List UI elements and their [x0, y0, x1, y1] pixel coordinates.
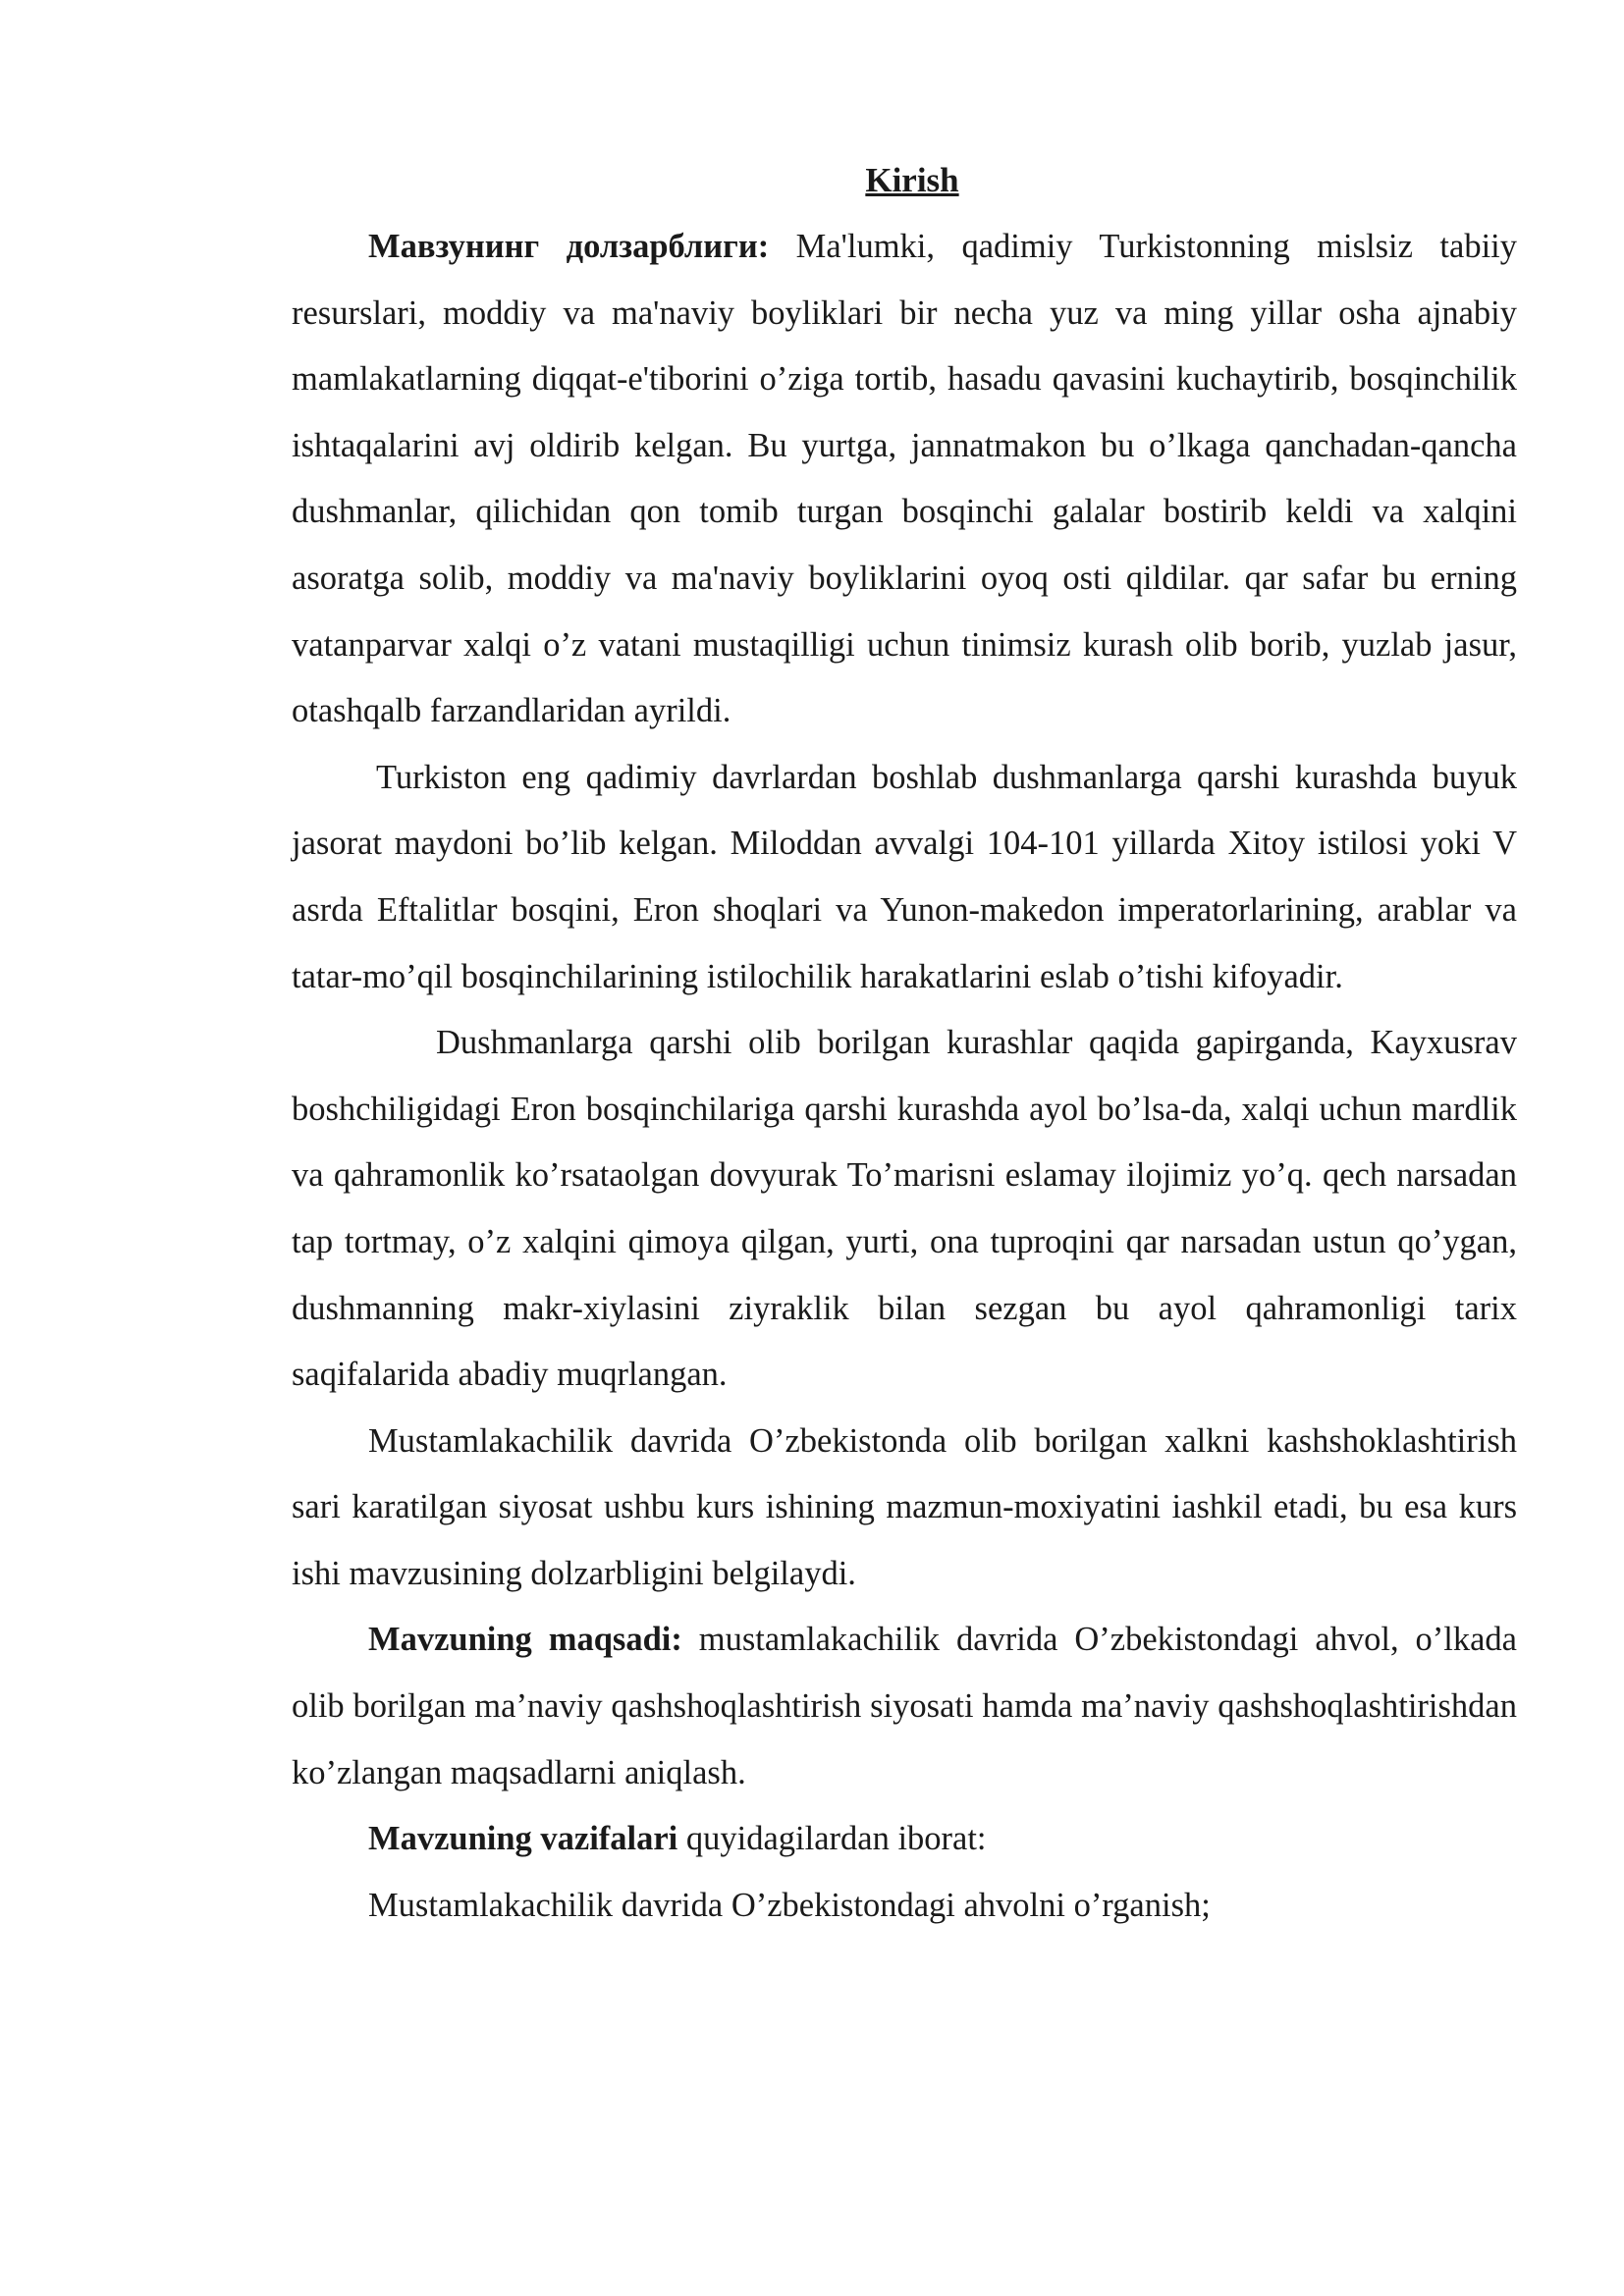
paragraph-text: mustamlakachilik davrida O’zbekistondagi ahvol, o’lkada olib borilgan ma’naviy qashshoqlashtirish siyosati hamda ma’naviy qashshoqlashtirishdan ko’zlangan maqsadlarni aniqlash. [292, 1621, 1517, 1791]
paragraph-text: Ma'lumki, qadimiy Turkistonning mislsiz tabiiy resurslari, moddiy va ma'naviy boyliklari bir necha yuz va ming yillar osha ajnabiy mamlakatlarning diqqat-e'tiborini o’ziga tortib, hasadu qavasini kuchaytirib, bosqinchilik ishtaqalarini avj oldirib kelgan. Bu yurtga, jannatmakon bu o’lkaga qanchadan-qancha dushmanlar, qilichidan qon tomib turgan bosqinchi galalar bostirib keldi va xalqini asoratga solib, moddiy va ma'naviy boyliklarini oyoq osti qildilar. qar safar bu erning vatanparvar xalqi o’z vatani mustaqilligi uchun tinimsiz kurash olib borib, yuzlab jasur, otashqalb farzandlaridan ayrildi. [292, 228, 1517, 730]
paragraph-text: quyidagilardan iborat: [677, 1820, 987, 1858]
paragraph-text: Mustamlakachilik davrida O’zbekistondagi ahvolni o’rganish; [368, 1886, 1211, 1924]
document-page [292, 147, 1517, 1939]
paragraph-colonial-period [292, 1409, 1517, 1608]
paragraph-tasks [292, 1806, 1517, 1873]
paragraph-task-item [292, 1873, 1517, 1940]
paragraph-lead: Mavzuning maqsadi: [368, 1621, 682, 1659]
paragraph-relevance [292, 214, 1517, 745]
paragraph-text: Turkiston eng qadimiy davrlardan boshlab dushmanlarga qarshi kurashda buyuk jasorat maydoni bo’lib kelgan. Miloddan avvalgi 104-101 yillarda Xitoy istilosi yoki V asrda Eftalitlar bosqini, Eron shoqlari va Yunon-makedon imperatorlarining, arablar va tatar-mo’qil bosqinchilarining istilochilik harakatlarini eslab o’tishi kifoyadir. [292, 758, 1517, 995]
paragraph-text: Dushmanlarga qarshi olib borilgan kurashlar qaqida gapirganda, Kayxusrav boshchiligidagi Eron bosqinchilariga qarshi kurashda ayol bo’lsa-da, xalqi uchun mardlik va qahramonlik ko’rsataolgan dovyurak To’marisni eslamay ilojimiz yo’q. qech narsadan tap tortmay, o’z xalqini qimoya qilgan, yurti, ona tuproqini qar narsadan ustun qo’ygan, dushmanning makr-xiylasini ziyraklik bilan sezgan bu ayol qahramonligi tarix saqifalarida abadiy muqrlangan. [292, 1024, 1517, 1394]
paragraph-lead: Mavzuning vazifalari [368, 1820, 678, 1858]
paragraph-history [292, 745, 1517, 1010]
paragraph-lead: Мавзунинг долзарблиги: [368, 228, 770, 265]
paragraph-struggles [292, 1010, 1517, 1409]
page-title: Kirish [865, 161, 959, 199]
paragraph-aim [292, 1607, 1517, 1806]
paragraph-text: Mustamlakachilik davrida O’zbekistonda olib borilgan xalkni kashshoklashtirish sari karatilgan siyosat ushbu kurs ishining mazmun-moxiyatini iashkil etadi, bu esa kurs ishi mavzusining dolzarbligini belgilaydi. [292, 1421, 1517, 1592]
